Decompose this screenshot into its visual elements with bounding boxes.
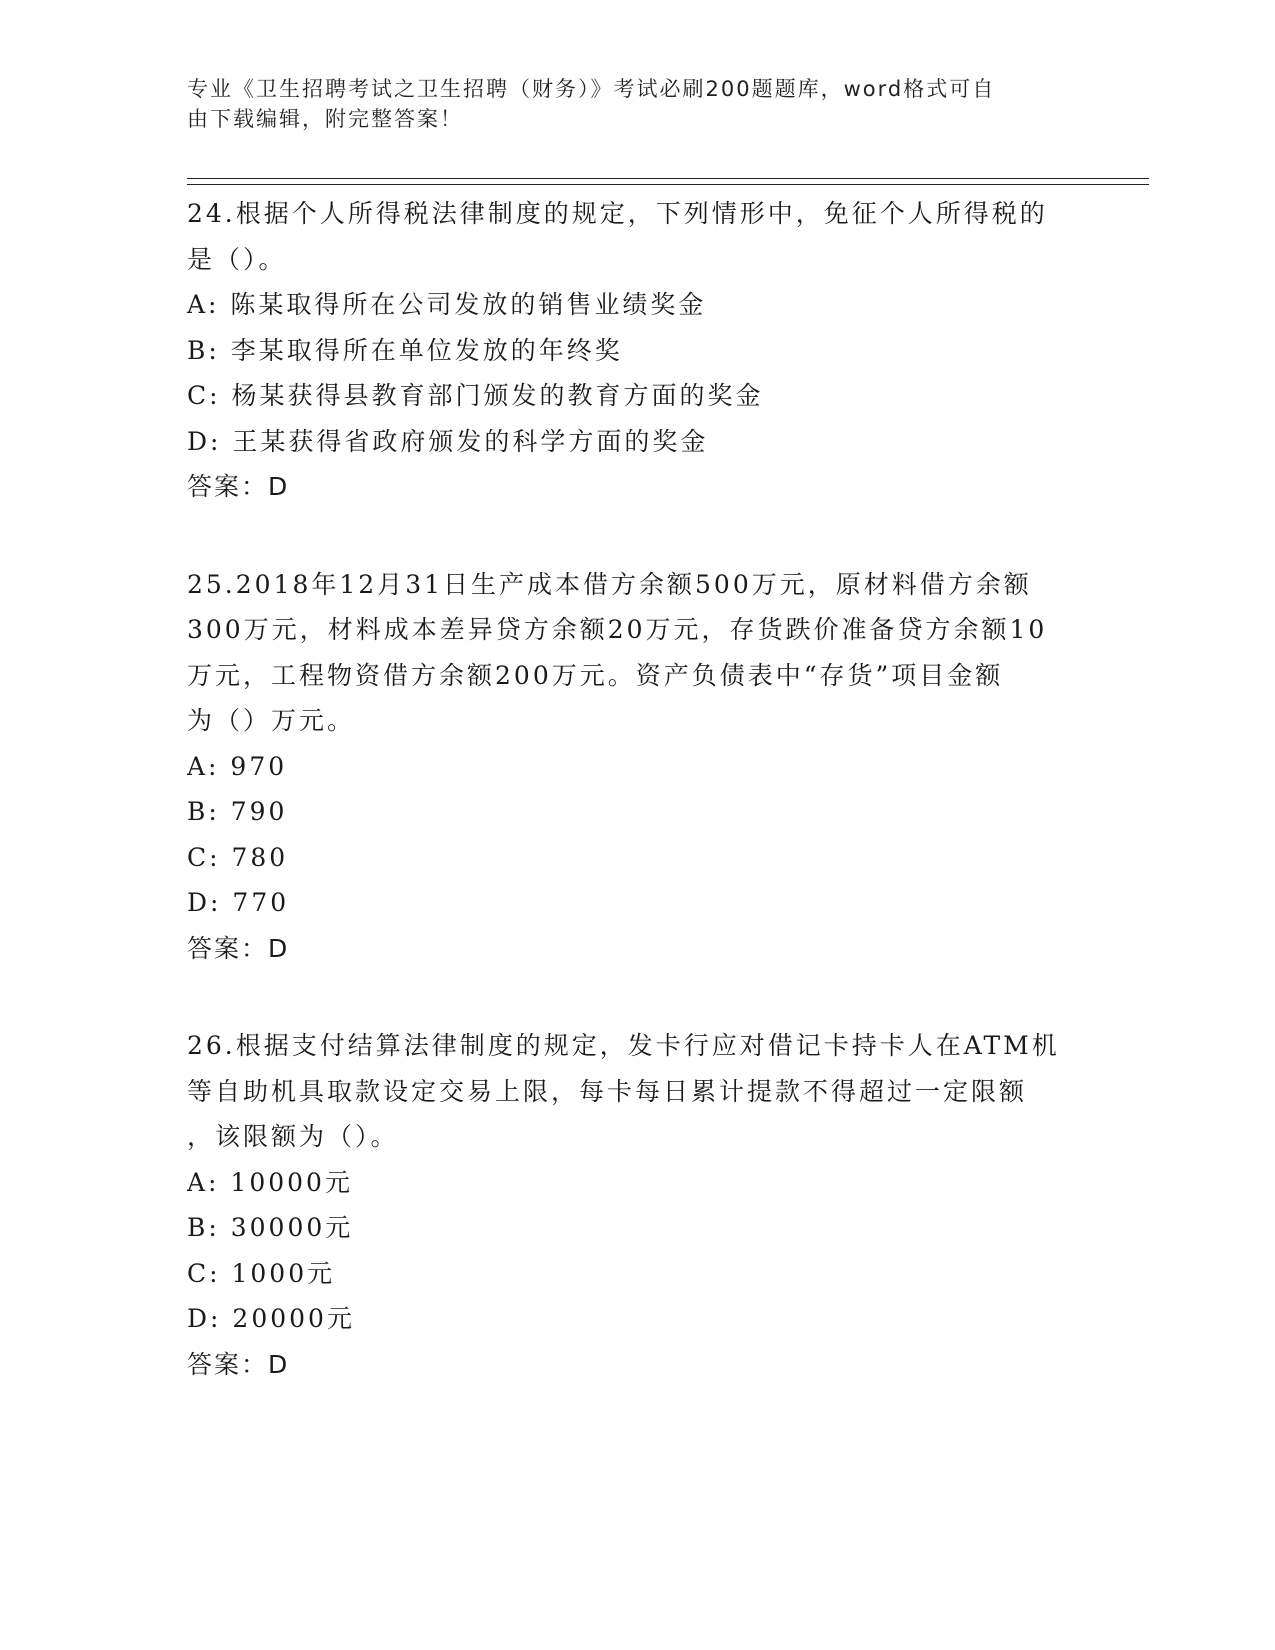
header-line-2: 由下载编辑，附完整答案！ [187,107,463,131]
stem-line: ，该限额为（）。 [187,1122,399,1151]
option-d: D: 20000元 [187,1304,355,1333]
option-d: D: 770 [187,888,290,917]
question-stem [187,562,1067,744]
option-a: A: 10000元 [187,1167,353,1197]
option-c: C: 1000元 [187,1258,336,1288]
answer: 答案：D [187,472,290,501]
option-c: C: 杨某获得县教育部门颁发的教育方面的奖金 [187,381,764,410]
option-a: A: 970 [187,751,288,781]
document-header [187,74,1067,134]
question-list [187,191,1067,1439]
question-25 [187,562,1067,972]
stem-line: 万元，工程物资借方余额200万元。资产负债表中“存货”项目金额 [187,660,1004,690]
stem-line: 为（）万元。 [187,706,356,735]
header-divider [187,178,1149,185]
option-a: A: 陈某取得所在公司发放的销售业绩奖金 [187,290,707,319]
stem-line: 300万元，材料成本差异贷方余额20万元，存货跌价准备贷方余额10 [187,615,1048,644]
option-b: B: 790 [187,797,288,826]
stem-line: 24.根据个人所得税法律制度的规定，下列情形中，免征个人所得税的 [187,199,1048,228]
question-stem [187,191,1067,282]
question-26 [187,1023,1067,1387]
question-stem [187,1023,1067,1160]
option-b: B: 30000元 [187,1213,354,1242]
option-c: C: 780 [187,842,289,872]
stem-line: 26.根据支付结算法律制度的规定，发卡行应对借记卡持卡人在ATM机 [187,1031,1060,1060]
header-line-1: 专业《卫生招聘考试之卫生招聘（财务）》考试必刷200题题库，word格式可自 [187,77,996,101]
answer: 答案：D [187,1349,290,1379]
stem-line: 等自助机具取款设定交易上限，每卡每日累计提款不得超过一定限额 [187,1076,1028,1106]
stem-line: 25.2018年12月31日生产成本借方余额500万元，原材料借方余额 [187,569,1032,599]
option-b: B: 李某取得所在单位发放的年终奖 [187,335,623,365]
option-d: D: 王某获得省政府颁发的科学方面的奖金 [187,426,709,456]
question-24 [187,191,1067,510]
stem-line: 是（）。 [187,244,287,274]
answer: 答案：D [187,933,290,963]
